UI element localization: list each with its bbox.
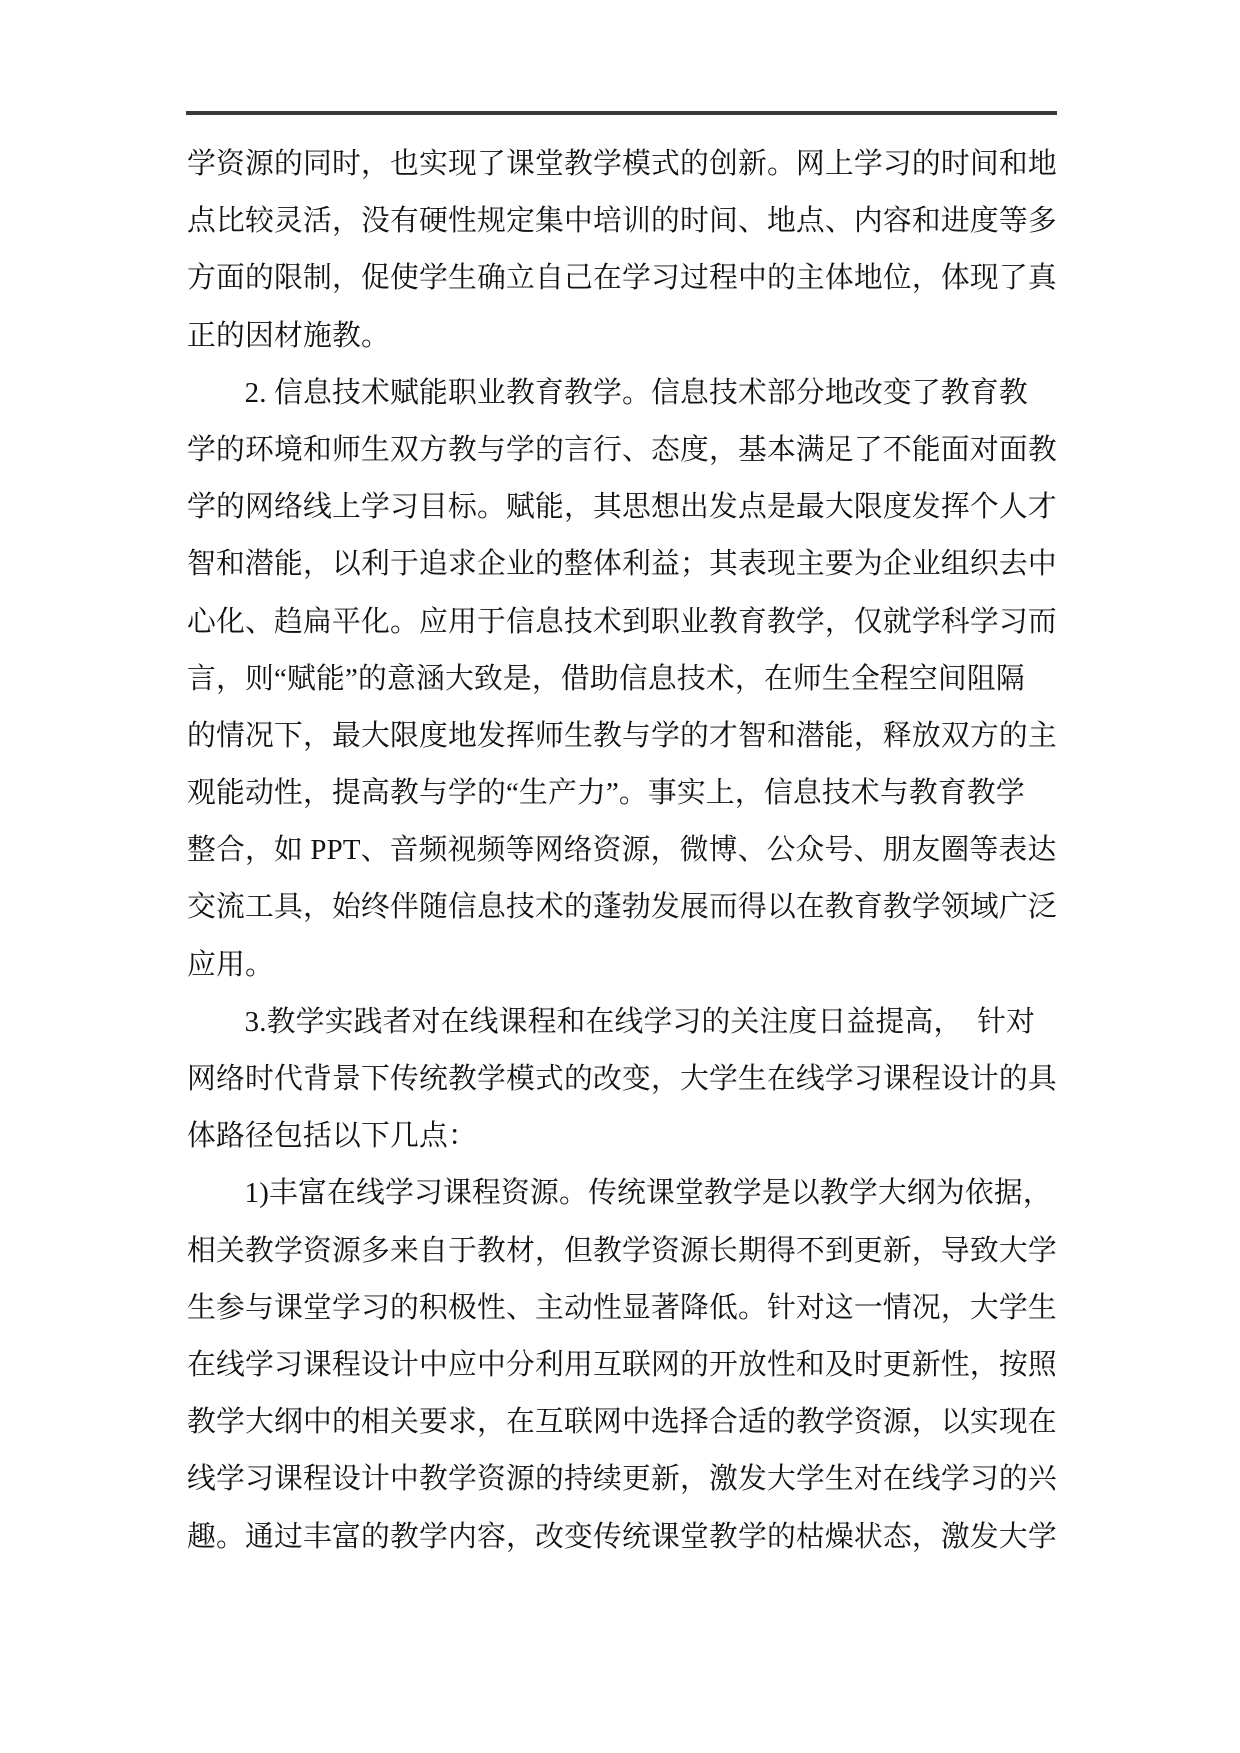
text-line: 观能动性，提高教与学的“生产力”。事实上，信息技术与教育教学 (187, 777, 1025, 810)
text-line: 言，则“赋能”的意涵大致是，借助信息技术，在师生全程空间阻隔 (187, 662, 1025, 695)
text-line: 3.教学实践者对在线课程和在线学习的关注度日益提高， 针对 (244, 1005, 1036, 1038)
text-line: 2. 信息技术赋能职业教育教学。信息技术部分地改变了教育教 (244, 376, 1028, 409)
text-line: 方面的限制，促使学生确立自己在学习过程中的主体地位，体现了真 (187, 262, 1057, 295)
text-line: 的情况下，最大限度地发挥师生教与学的才智和潜能，释放双方的主 (187, 719, 1057, 752)
text-line: 相关教学资源多来自于教材，但教学资源长期得不到更新，导致大学 (187, 1234, 1057, 1267)
text-line: 学资源的同时，也实现了课堂教学模式的创新。网上学习的时间和地 (187, 148, 1057, 180)
text-line: 学的网络线上学习目标。赋能，其思想出发点是最大限度发挥个人才 (187, 491, 1057, 524)
text-line: 应用。 (187, 948, 274, 981)
text-line: 教学大纲中的相关要求，在互联网中选择合适的教学资源，以实现在 (187, 1406, 1057, 1439)
text-line: 趣。通过丰富的教学内容，改变传统课堂教学的枯燥状态，激发大学 (187, 1520, 1057, 1553)
text-line: 整合，如 PPT、音频视频等网络资源，微博、公众号、朋友圈等表达 (187, 834, 1057, 867)
text-line: 学的环境和师生双方教与学的言行、态度，基本满足了不能面对面教 (187, 433, 1057, 466)
text-line: 点比较灵活，没有硬性规定集中培训的时间、地点、内容和进度等多 (187, 205, 1057, 238)
text-line: 1)丰富在线学习课程资源。传统课堂教学是以教学大纲为依据， (244, 1177, 1052, 1210)
text-line: 体路径包括以下几点： (187, 1120, 477, 1153)
text-line: 正的因材施教。 (187, 319, 390, 352)
document-body (187, 136, 1057, 1566)
text-line: 心化、趋扁平化。应用于信息技术到职业教育教学，仅就学科学习而 (187, 605, 1057, 638)
text-line: 线学习课程设计中教学资源的持续更新，激发大学生对在线学习的兴 (187, 1463, 1057, 1496)
text-line: 交流工具，始终伴随信息技术的蓬勃发展而得以在教育教学领域广泛 (187, 891, 1057, 924)
text-line: 智和潜能，以利于追求企业的整体利益；其表现主要为企业组织去中 (187, 548, 1057, 581)
text-line: 在线学习课程设计中应中分利用互联网的开放性和及时更新性，按照 (187, 1348, 1057, 1381)
text-line: 生参与课堂学习的积极性、主动性显著降低。针对这一情况，大学生 (187, 1291, 1057, 1324)
header-divider-rule (186, 111, 1057, 115)
text-line: 网络时代背景下传统教学模式的改变，大学生在线学习课程设计的具 (187, 1063, 1057, 1095)
